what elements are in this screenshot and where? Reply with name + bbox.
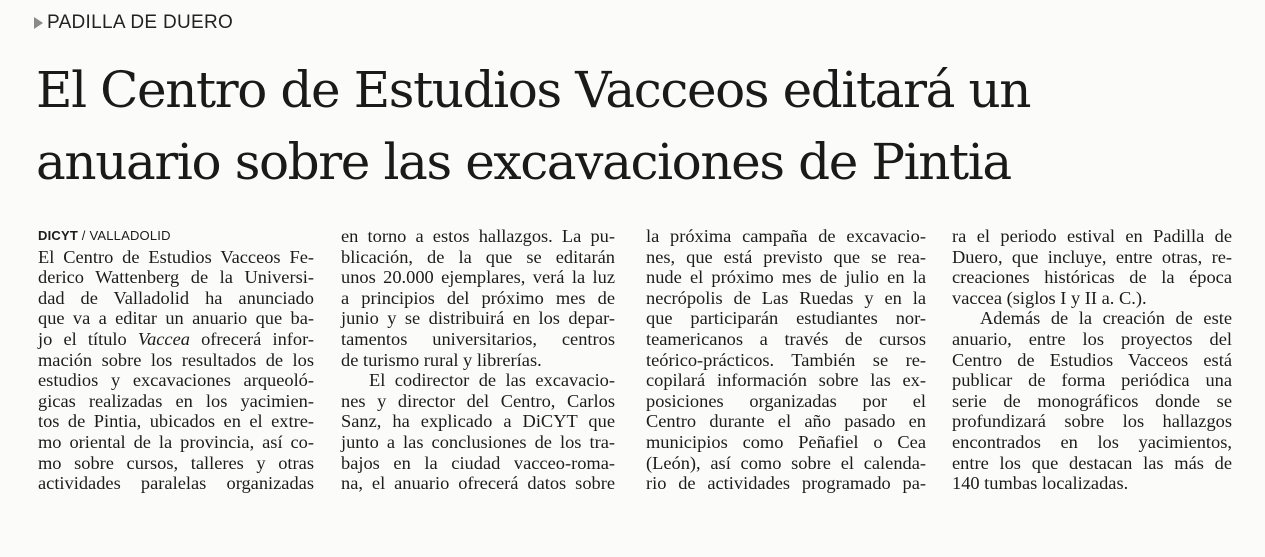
text-line: copilará información sobre las ex- <box>646 370 926 391</box>
text-line: a principios del próximo mes de <box>341 287 615 308</box>
text-line: junio y se distribuirá en los depar- <box>341 308 615 329</box>
text-line: Centro de Estudios Vacceos está <box>952 349 1232 370</box>
text-fragment: jo el título <box>38 328 127 349</box>
text-line-with-title <box>38 329 314 350</box>
article-column-4 <box>952 226 1232 494</box>
text-line: actividades paralelas organizadas <box>38 473 314 494</box>
text-line: la próxima campaña de excavacio- <box>646 226 926 246</box>
byline-location: VALLADOLID <box>89 228 171 243</box>
section-arrow-icon <box>34 17 43 29</box>
article-column-3 <box>646 226 926 494</box>
text-line: 140 tumbas localizadas. <box>952 473 1129 494</box>
text-line: vaccea (siglos I y II a. C.). <box>952 287 1147 308</box>
text-line: anuario, entre los proyectos del <box>952 328 1232 349</box>
text-line: gicas realizadas en los yacimien- <box>38 390 314 411</box>
text-line: encontrados en los yacimientos, <box>952 431 1232 452</box>
text-line: Duero, que incluye, entre otras, re- <box>952 246 1232 267</box>
text-line: publicar de forma periódica una <box>952 370 1232 391</box>
text-line: mo oriental de la provincia, así co- <box>38 431 314 452</box>
headline <box>36 54 1246 198</box>
text-line: ra el periodo estival en Padilla de <box>952 226 1232 246</box>
text-line: de turismo rural y librerías. <box>341 349 542 370</box>
headline-line-2: anuario sobre las excavaciones de Pintia <box>36 133 1011 191</box>
text-line: rio de actividades programado pa- <box>646 473 926 494</box>
text-line: derico Wattenberg de la Universi- <box>38 267 314 288</box>
text-line: tos de Pintia, ubicados en el extre- <box>38 411 314 432</box>
text-line: que participarán estudiantes nor- <box>646 308 926 329</box>
byline-separator: / <box>78 228 90 243</box>
text-line: tamentos universitarios, centros <box>341 328 615 349</box>
text-line: bajos en la ciudad vacceo-roma- <box>341 452 615 473</box>
text-line: profundizará sobre los hallazgos <box>952 411 1232 432</box>
text-line: blicación, de la que se editarán <box>341 246 615 267</box>
headline-line-1: El Centro de Estudios Vacceos editará un <box>36 61 1031 119</box>
text-line: serie de monográficos donde se <box>952 390 1232 411</box>
text-line: Sanz, ha explicado a DiCYT que <box>341 411 615 432</box>
text-line: (León), así como sobre el calenda- <box>646 452 926 473</box>
text-line: necrópolis de Las Ruedas y en la <box>646 287 926 308</box>
byline-source: DICYT <box>38 228 78 243</box>
text-line: nes, que está previsto que se rea- <box>646 246 926 267</box>
section-label: PADILLA DE DUERO <box>47 12 234 33</box>
text-line: Además de la creación de este <box>980 308 1232 329</box>
text-line: posiciones organizadas por el <box>646 390 926 411</box>
text-line: El Centro de Estudios Vacceos Fe- <box>38 246 314 267</box>
text-line: unos 20.000 ejemplares, verá la luz <box>341 267 615 288</box>
text-line: nude el próximo mes de julio en la <box>646 267 926 288</box>
text-line: Centro durante el año pasado en <box>646 411 926 432</box>
text-line: municipios como Peñafiel o Cea <box>646 431 926 452</box>
text-line: que va a editar un anuario que ba- <box>38 308 314 329</box>
text-line: teórico-prácticos. También se re- <box>646 349 926 370</box>
text-line: junto a las conclusiones de los tra- <box>341 431 615 452</box>
section-tag <box>34 12 233 34</box>
text-line: nes y director del Centro, Carlos <box>341 390 615 411</box>
text-line: na, el anuario ofrecerá datos sobre <box>341 473 615 494</box>
text-line: mo sobre cursos, talleres y otras <box>38 452 314 473</box>
text-line: en torno a estos hallazgos. La pu- <box>341 226 615 246</box>
byline <box>38 226 314 247</box>
text-line: El codirector de las excavacio- <box>369 370 615 391</box>
text-line: mación sobre los resultados de los <box>38 349 314 370</box>
text-line: estudios y excavaciones arqueoló- <box>38 370 314 391</box>
article-column-1 <box>38 226 314 494</box>
article-column-2 <box>341 226 615 494</box>
publication-title: Vaccea <box>137 328 190 349</box>
text-line: teamericanos a través de cursos <box>646 328 926 349</box>
text-line: creaciones históricas de la época <box>952 267 1232 288</box>
text-fragment: ofrecerá infor- <box>201 328 314 349</box>
text-line: entre los que destacan las más de <box>952 452 1232 473</box>
text-line: dad de Valladolid ha anunciado <box>38 287 314 308</box>
